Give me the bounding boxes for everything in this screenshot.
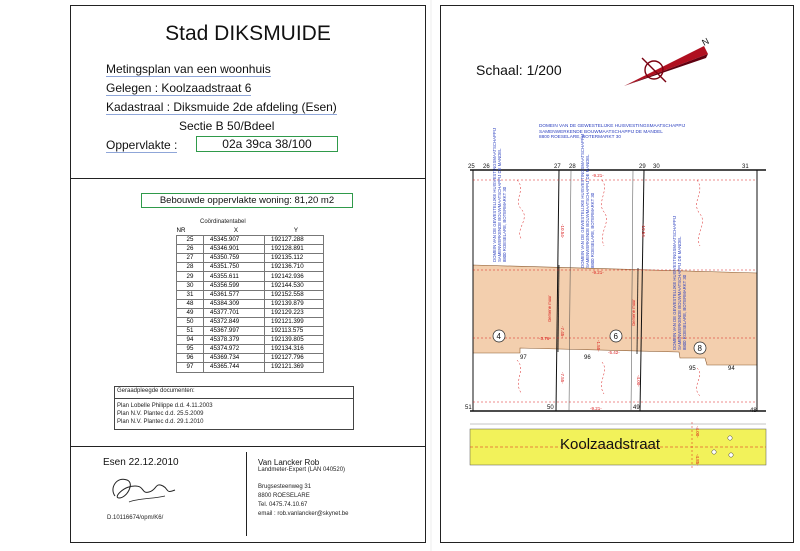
documents-title-divider — [114, 398, 354, 399]
surveyor-address-1: Brugsesteenweg 31 — [258, 484, 312, 490]
coord-cell-nr: 30 — [177, 281, 204, 290]
coord-cell-y: 192135.112 — [265, 254, 324, 263]
owner-top-line-1: DOMEIN VAN DE GEWESTELIJKE HUISVESTINGSMAATSCHAPPIJ — [539, 123, 686, 128]
owner-right-block — [672, 216, 687, 350]
dim-9: -9.21- — [590, 406, 602, 411]
house-number-6: 6 — [613, 332, 618, 341]
coord-cell-nr: 28 — [177, 263, 204, 272]
coord-header-row — [177, 227, 324, 236]
street-name: Koolzaadstraat — [560, 436, 661, 453]
coord-cell-nr: 96 — [177, 354, 204, 363]
owner-right-line-2: SAMENWERKENDE BOUWMAATSCHAPPIJ DE MANDEL — [677, 236, 682, 350]
coord-header-y: Y — [293, 227, 299, 235]
point-94: 94 — [728, 366, 735, 372]
dim-8: -1.55- — [596, 340, 601, 352]
coord-table — [176, 227, 324, 373]
page-title: Stad DIKSMUIDE — [165, 22, 331, 45]
place-date: Esen 22.12.2010 — [103, 457, 179, 468]
surveyor-name: Van Lancker Rob — [258, 458, 320, 467]
dim-1: -9.21- — [592, 173, 604, 178]
owner-mid2-block — [580, 134, 595, 268]
point-95: 95 — [689, 366, 696, 372]
coord-row — [177, 299, 324, 308]
coord-row — [177, 336, 324, 345]
coord-cell-y: 192127.288 — [265, 236, 324, 245]
coord-cell-nr: 27 — [177, 254, 204, 263]
owner-right-line-1: DOMEIN VAN DE GEWESTELIJKE HUISVESTINGSMAATSCHAPPIJ — [672, 215, 677, 350]
owner-top-block — [539, 123, 685, 140]
north-arrow-icon — [620, 34, 720, 94]
coord-cell-x: 45356.599 — [204, 281, 265, 290]
dim-3: -10.54- — [641, 224, 646, 239]
point-97: 97 — [520, 355, 527, 361]
coord-cell-x: 45351.750 — [204, 263, 265, 272]
owner-mid-line-2: SAMENWERKENDE BOUWMAATSCHAPPIJ DE MANDEL — [497, 148, 502, 262]
coord-cell-nr: 94 — [177, 336, 204, 345]
coord-row — [177, 308, 324, 317]
coord-cell-x: 45378.379 — [204, 336, 265, 345]
dim-11: -4.00- — [636, 375, 641, 387]
point-28: 28 — [569, 164, 576, 170]
bebouwde-oppervlakte: Bebouwde oppervlakte woning: 81,20 m2 — [141, 193, 353, 208]
gelegen-line: Gelegen : Koolzaadstraat 6 — [106, 81, 252, 95]
signature — [105, 468, 185, 508]
dim-2: -10.54- — [560, 224, 565, 239]
coord-cell-x: 45345.907 — [204, 236, 265, 245]
coord-cell-nr: 95 — [177, 345, 204, 354]
point-25: 25 — [468, 164, 475, 170]
coord-cell-y: 192127.796 — [265, 354, 324, 363]
dim-7: -5.42- — [608, 350, 620, 355]
header-divider — [70, 178, 426, 179]
coord-row — [177, 236, 324, 245]
point-26: 26 — [483, 164, 490, 170]
owner-mid-line-1: DOMEIN VAN DE GEWESTELIJKE HUISVESTINGSMAATSCHAPPIJ — [492, 127, 497, 262]
oppervlakte-label: Oppervlakte : — [106, 138, 178, 152]
coord-row — [177, 354, 324, 363]
surveyor-title: Landmeter-Expert (LAN 040520) — [258, 467, 346, 473]
sectie-line: Sectie B 50/Bdeel — [179, 119, 275, 133]
north-letter: N — [700, 35, 711, 48]
coord-cell-x: 45346.901 — [204, 245, 265, 254]
plan-type: Metingsplan van een woonhuis — [106, 62, 271, 76]
coord-cell-nr: 97 — [177, 363, 204, 372]
point-29: 29 — [639, 164, 646, 170]
point-30: 30 — [653, 164, 660, 170]
kadastraal-line: Kadastraal : Diksmuide 2de afdeling (Esen) — [106, 100, 337, 114]
coord-cell-y: 192144.530 — [265, 281, 324, 290]
coord-cell-nr: 31 — [177, 290, 204, 299]
coord-table-title: Coördinatentabel — [200, 219, 246, 225]
coord-cell-nr: 49 — [177, 308, 204, 317]
coord-cell-x: 45384.309 — [204, 299, 265, 308]
dim-10: -7.55- — [560, 372, 565, 384]
owner-top-line-2: SAMENWERKENDE BOUWMAATSCHAPPIJ DE MANDEL — [539, 128, 663, 134]
dim-12: -4.85- — [695, 454, 700, 466]
coord-cell-x: 45350.759 — [204, 254, 265, 263]
coord-cell-nr: 51 — [177, 327, 204, 336]
coord-row — [177, 263, 324, 272]
document-item-3: Plan N.V. Plantec d.d. 29.1.2010 — [117, 419, 204, 425]
coord-row — [177, 345, 324, 354]
coord-cell-y: 192128.891 — [265, 245, 324, 254]
coord-cell-y: 192134.316 — [265, 345, 324, 354]
coord-cell-y: 192142.936 — [265, 272, 324, 281]
coord-cell-x: 45374.972 — [204, 345, 265, 354]
coord-row — [177, 327, 324, 336]
right-sheet — [432, 0, 800, 551]
point-96: 96 — [584, 355, 591, 361]
coord-header-nr: NR — [176, 227, 186, 235]
documents-title: Geraadpleegde documenten: — [117, 388, 195, 394]
owner-mid2-line-1: DOMEIN VAN DE GEWESTELIJKE HUISVESTINGSMAATSCHAPPIJ — [580, 133, 585, 268]
owner-mid2-line-3: 8800 ROESELARE, BOTERMARKT 30 — [590, 192, 595, 268]
wall-label-left: Gemene muur — [547, 295, 552, 322]
owner-right-line-3: 8800 ROESELARE, BOTERMARKT 30 — [682, 274, 687, 350]
document-item-1: Plan Lobelle Philippe d.d. 4.11.2003 — [117, 403, 213, 409]
coord-row — [177, 317, 324, 326]
dim-6: -3.76- — [539, 336, 551, 341]
vertical-divider — [246, 452, 247, 536]
coord-cell-x: 45372.849 — [204, 317, 265, 326]
coord-row — [177, 290, 324, 299]
point-48: 48 — [750, 408, 757, 414]
dim-4: -9.21- — [592, 270, 604, 275]
house-number-4: 4 — [496, 332, 501, 341]
scale-label: Schaal: 1/200 — [476, 62, 562, 78]
point-50: 50 — [547, 405, 554, 411]
coord-cell-y: 192129.223 — [265, 308, 324, 317]
coord-cell-nr: 26 — [177, 245, 204, 254]
coord-cell-x: 45377.701 — [204, 308, 265, 317]
coord-row — [177, 245, 324, 254]
coord-cell-y: 192139.805 — [265, 336, 324, 345]
house-number-8: 8 — [697, 344, 702, 353]
coord-cell-nr: 50 — [177, 317, 204, 326]
coord-cell-y: 192139.879 — [265, 299, 324, 308]
coord-cell-x: 45355.611 — [204, 272, 265, 281]
coord-cell-nr: 48 — [177, 299, 204, 308]
coord-cell-nr: 29 — [177, 272, 204, 281]
coord-row — [177, 272, 324, 281]
coord-cell-x: 45367.997 — [204, 327, 265, 336]
coord-cell-nr: 25 — [177, 236, 204, 245]
coord-cell-y: 192113.575 — [265, 327, 324, 336]
point-49: 49 — [633, 405, 640, 411]
owner-mid-line-3: 8800 ROESELARE, BOTERMARKT 30 — [502, 186, 507, 262]
coord-cell-y: 192152.558 — [265, 290, 324, 299]
footer-divider — [70, 446, 426, 447]
coord-cell-y: 192121.399 — [265, 317, 324, 326]
point-51: 51 — [465, 405, 472, 411]
coord-cell-x: 45365.744 — [204, 363, 265, 372]
coord-row — [177, 363, 324, 372]
dim-5: -7.45- — [560, 326, 565, 338]
coord-header-x: X — [233, 227, 239, 235]
dim-13: -4.00- — [695, 426, 700, 438]
coord-cell-x: 45361.577 — [204, 290, 265, 299]
owner-mid-block — [492, 128, 507, 262]
point-27: 27 — [554, 164, 561, 170]
coord-row — [177, 281, 324, 290]
coord-row — [177, 254, 324, 263]
owner-mid2-line-2: SAMENWERKENDE BOUWMAATSCHAPPIJ DE MANDEL — [585, 154, 590, 268]
owner-top-line-3: 8800 ROESELARE, BOTERMARKT 30 — [539, 134, 621, 139]
surveyor-tel: Tel. 0475.74.10.67 — [258, 502, 308, 508]
surveyor-email: email : rob.vanlancker@skynet.be — [258, 511, 349, 517]
point-31: 31 — [742, 164, 749, 170]
reference-code: D.10116674/opm/K6/ — [107, 515, 164, 521]
wall-label-right: Gemene muur — [631, 299, 636, 326]
document-item-2: Plan N.V. Plantec d.d. 25.5.2009 — [117, 411, 204, 417]
coord-cell-x: 45369.734 — [204, 354, 265, 363]
coord-cell-y: 192136.710 — [265, 263, 324, 272]
coord-cell-y: 192121.369 — [265, 363, 324, 372]
surveyor-address-2: 8800 ROESELARE — [258, 493, 310, 499]
oppervlakte-value: 02a 39ca 38/100 — [196, 136, 338, 152]
